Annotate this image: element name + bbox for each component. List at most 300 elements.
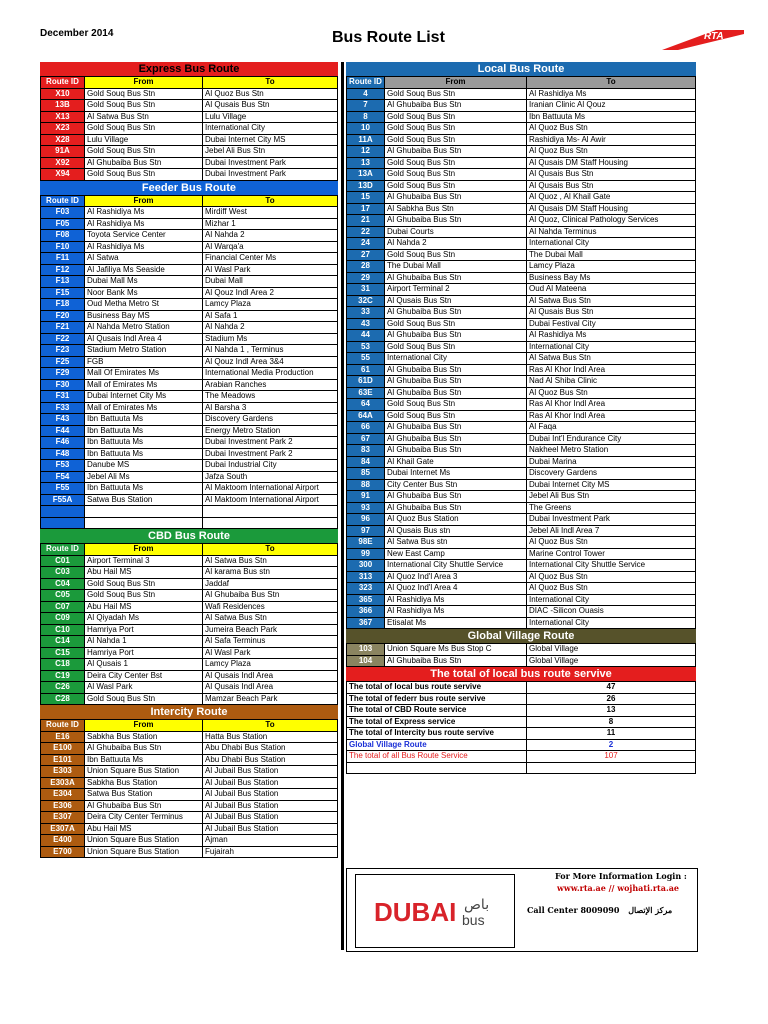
route-id: F30: [41, 379, 85, 391]
route-id: 61: [347, 364, 385, 376]
route-to: Fujairah: [203, 846, 338, 858]
route-to: Ras Al Khor Indl Area: [527, 399, 696, 411]
route-to: Mizhar 1: [203, 218, 338, 230]
route-id: 10: [347, 123, 385, 135]
route-id: 13B: [41, 100, 85, 112]
local-row: [347, 433, 696, 445]
route-to: Dubai Festival City: [527, 318, 696, 330]
route-to: The Dubai Mall: [527, 249, 696, 261]
route-to: Al Quoz Bus Stn: [527, 123, 696, 135]
route-from: Al Ghubaiba Bus Stn: [385, 387, 527, 399]
call-center-arabic: مركز الإتصال: [628, 905, 673, 915]
route-from: Al Qusais 1: [85, 659, 203, 671]
route-id: 22: [347, 226, 385, 238]
route-from: Union Square Bus Station: [85, 835, 203, 847]
route-to: Dubai Investment Park: [203, 157, 338, 169]
route-from: Gold Souq Bus Stn: [385, 169, 527, 181]
route-to: Mirdiff West: [203, 207, 338, 219]
route-from: Sabkha Bus Station: [85, 777, 203, 789]
local-row: [347, 583, 696, 595]
feeder-col-header: To: [203, 195, 338, 207]
cbd-row: [41, 636, 338, 648]
route-from: Gold Souq Bus Stn: [85, 590, 203, 602]
route-id: C07: [41, 601, 85, 613]
totals-row: [347, 705, 696, 717]
route-id: 8: [347, 111, 385, 123]
route-to: Business Bay Ms: [527, 272, 696, 284]
totals-row: [347, 716, 696, 728]
route-id: 88: [347, 479, 385, 491]
route-to: Energy Metro Station: [203, 425, 338, 437]
local-row: [347, 330, 696, 342]
express-row: [41, 157, 338, 169]
route-from: Abu Hail MS: [85, 823, 203, 835]
route-id: F22: [41, 333, 85, 345]
feeder-row: [41, 494, 338, 506]
route-to: Jafza South: [203, 471, 338, 483]
route-from: Al Khail Gate: [385, 456, 527, 468]
route-to: Lamcy Plaza: [527, 261, 696, 273]
intercity-table: [40, 719, 338, 858]
cbd-row: [41, 601, 338, 613]
route-from: International City: [385, 353, 527, 365]
route-to: Al Jubail Bus Station: [203, 766, 338, 778]
route-from: Ibn Battuuta Ms: [85, 483, 203, 495]
global-village-title: Global Village Route: [346, 629, 696, 643]
route-id: 12: [347, 146, 385, 158]
logo-arabic: باص: [464, 897, 490, 913]
route-from: [85, 517, 203, 529]
route-id: [41, 506, 85, 518]
totals-value: 47: [527, 682, 696, 694]
route-to: Stadium Ms: [203, 333, 338, 345]
intercity-row: [41, 812, 338, 824]
route-to: Marine Control Tower: [527, 548, 696, 560]
intercity-row: [41, 800, 338, 812]
route-id: 24: [347, 238, 385, 250]
info-urls[interactable]: www.rta.ae // wojhati.rta.ae: [557, 883, 679, 893]
feeder-row: [41, 264, 338, 276]
route-to: Al Quoz Bus Stn: [203, 88, 338, 100]
route-id: E303A: [41, 777, 85, 789]
route-from: Gold Souq Bus Stn: [85, 146, 203, 158]
route-from: Al Nahda 1: [85, 636, 203, 648]
route-id: F33: [41, 402, 85, 414]
route-to: Al Jubail Bus Station: [203, 823, 338, 835]
route-from: Mall of Emirates Ms: [85, 402, 203, 414]
info-box: [346, 868, 698, 952]
route-id: F29: [41, 368, 85, 380]
feeder-row: [41, 437, 338, 449]
route-to: Al Qusais Indl Area: [203, 682, 338, 694]
route-id: X10: [41, 88, 85, 100]
route-from: Noor Bank Ms: [85, 287, 203, 299]
route-from: Al Satwa Bus stn: [385, 537, 527, 549]
route-to: Al Qusais DM Staff Housing: [527, 157, 696, 169]
route-id: 93: [347, 502, 385, 514]
route-id: E307: [41, 812, 85, 824]
route-id: F11: [41, 253, 85, 265]
express-row: [41, 146, 338, 158]
route-from: Al Ghubaiba Bus Stn: [385, 491, 527, 503]
intercity-row: [41, 846, 338, 858]
feeder-row: [41, 368, 338, 380]
local-row: [347, 111, 696, 123]
route-to: Jumeira Beach Park: [203, 624, 338, 636]
route-to: Oud Al Mateena: [527, 284, 696, 296]
feeder-col-header: Route ID: [41, 195, 85, 207]
empty-cell: [347, 762, 527, 774]
route-to: Discovery Gardens: [527, 468, 696, 480]
route-to: Al Wasl Park: [203, 264, 338, 276]
local-row: [347, 387, 696, 399]
route-id: X13: [41, 111, 85, 123]
route-id: F03: [41, 207, 85, 219]
route-to: Al Jubail Bus Station: [203, 812, 338, 824]
totals-label: The total of all Bus Route Service: [347, 751, 527, 763]
route-from: Gold Souq Bus Stn: [85, 693, 203, 705]
intercity-row: [41, 835, 338, 847]
route-id: F08: [41, 230, 85, 242]
route-to: Abu Dhabi Bus Station: [203, 754, 338, 766]
route-to: [203, 517, 338, 529]
route-from: Al Qusais Indl Area 4: [85, 333, 203, 345]
route-id: F21: [41, 322, 85, 334]
route-from: Al Qusais Bus stn: [385, 525, 527, 537]
dubai-bus-logo: [355, 874, 515, 948]
local-row: [347, 537, 696, 549]
info-call-center: [527, 905, 672, 915]
global-village-table: [346, 643, 696, 667]
route-id: F43: [41, 414, 85, 426]
local-row: [347, 169, 696, 181]
route-to: International City: [527, 341, 696, 353]
route-id: F23: [41, 345, 85, 357]
route-id: 83: [347, 445, 385, 457]
totals-title: The total of local bus route servive: [346, 667, 696, 681]
route-from: New East Camp: [385, 548, 527, 560]
route-from: Stadium Metro Station: [85, 345, 203, 357]
route-to: Lamcy Plaza: [203, 659, 338, 671]
feeder-row: [41, 287, 338, 299]
route-to: Al Qusais Indl Area: [203, 670, 338, 682]
feeder-row: [41, 402, 338, 414]
totals-value: 2: [527, 739, 696, 751]
intercity-row: [41, 766, 338, 778]
route-id: E100: [41, 743, 85, 755]
route-from: Al Nahda 2: [385, 238, 527, 250]
route-id: F55A: [41, 494, 85, 506]
local-row: [347, 445, 696, 457]
route-id: 55: [347, 353, 385, 365]
route-to: Dubai Int'l Endurance City: [527, 433, 696, 445]
route-id: C26: [41, 682, 85, 694]
feeder-table: [40, 195, 338, 530]
route-from: Gold Souq Bus Stn: [385, 399, 527, 411]
route-from: Gold Souq Bus Stn: [85, 169, 203, 181]
route-to: Hatta Bus Station: [203, 731, 338, 743]
route-to: Al Maktoom International Airport: [203, 483, 338, 495]
route-from: Ibn Battuuta Ms: [85, 414, 203, 426]
route-from: Ibn Battuuta Ms: [85, 437, 203, 449]
route-to: Dubai Investment Park: [203, 169, 338, 181]
route-from: Al Ghubaiba Bus Stn: [85, 157, 203, 169]
route-id: 64: [347, 399, 385, 411]
feeder-row: [41, 276, 338, 288]
cbd-row: [41, 693, 338, 705]
route-from: Al Qiyadah Ms: [85, 613, 203, 625]
route-from: Gold Souq Bus Stn: [385, 111, 527, 123]
route-from: Ibn Battuuta Ms: [85, 425, 203, 437]
feeder-row: [41, 379, 338, 391]
route-id: F20: [41, 310, 85, 322]
route-id: F46: [41, 437, 85, 449]
route-id: E303: [41, 766, 85, 778]
route-from: City Center Bus Stn: [385, 479, 527, 491]
route-to: Wafi Residences: [203, 601, 338, 613]
route-to: Al Jubail Bus Station: [203, 789, 338, 801]
express-row: [41, 134, 338, 146]
route-from: Al Jafiliya Ms Seaside: [85, 264, 203, 276]
express-table: [40, 76, 338, 181]
route-from: Union Square Ms Bus Stop C: [385, 644, 527, 656]
local-row: [347, 203, 696, 215]
route-from: Al Ghubaiba Bus Stn: [385, 376, 527, 388]
route-id: X28: [41, 134, 85, 146]
global-village-row: [347, 644, 696, 656]
route-from: Al Quoz Ind'l Area 4: [385, 583, 527, 595]
feeder-row: [41, 517, 338, 529]
express-col-header: To: [203, 77, 338, 89]
route-from: Airport Terminal 2: [385, 284, 527, 296]
route-id: C15: [41, 647, 85, 659]
feeder-row: [41, 345, 338, 357]
route-from: Gold Souq Bus Stn: [385, 123, 527, 135]
route-id: F10: [41, 241, 85, 253]
cbd-title: CBD Bus Route: [40, 529, 338, 543]
local-row: [347, 456, 696, 468]
route-from: Al Rashidiya Ms: [385, 594, 527, 606]
route-to: Al Quoz Bus Stn: [527, 583, 696, 595]
intercity-col-header: Route ID: [41, 720, 85, 732]
route-from: Al Rashidiya Ms: [385, 606, 527, 618]
cbd-row: [41, 590, 338, 602]
intercity-row: [41, 823, 338, 835]
cbd-col-header: To: [203, 544, 338, 556]
route-to: International City: [527, 594, 696, 606]
route-to: International City: [527, 238, 696, 250]
route-to: Al Satwa Bus Stn: [527, 353, 696, 365]
route-from: Al Ghubaiba Bus Stn: [385, 215, 527, 227]
route-from: Union Square Bus Station: [85, 766, 203, 778]
route-to: The Greens: [527, 502, 696, 514]
feeder-row: [41, 448, 338, 460]
route-id: F25: [41, 356, 85, 368]
route-from: Satwa Bus Station: [85, 494, 203, 506]
route-from: Deira City Center Bst: [85, 670, 203, 682]
route-id: 67: [347, 433, 385, 445]
route-id: 99: [347, 548, 385, 560]
local-row: [347, 284, 696, 296]
feeder-row: [41, 241, 338, 253]
local-row: [347, 238, 696, 250]
route-id: 103: [347, 644, 385, 656]
feeder-row: [41, 230, 338, 242]
route-to: Nad Al Shiba Clinic: [527, 376, 696, 388]
route-to: Al Quoz, Clinical Pathology Services: [527, 215, 696, 227]
local-row: [347, 180, 696, 192]
local-row: [347, 295, 696, 307]
totals-value: 107: [527, 751, 696, 763]
local-row: [347, 525, 696, 537]
route-id: C18: [41, 659, 85, 671]
totals-row: [347, 693, 696, 705]
route-id: 4: [347, 88, 385, 100]
route-id: 13A: [347, 169, 385, 181]
route-to: Al Qusais Bus Stn: [203, 100, 338, 112]
route-to: The Meadows: [203, 391, 338, 403]
route-from: Al Ghubaiba Bus Stn: [385, 272, 527, 284]
route-from: Al Rashidiya Ms: [85, 218, 203, 230]
intercity-row: [41, 777, 338, 789]
route-from: Gold Souq Bus Stn: [385, 410, 527, 422]
route-from: Al Nahda Metro Station: [85, 322, 203, 334]
route-to: Jaddaf: [203, 578, 338, 590]
local-header-row: [347, 77, 696, 89]
route-from: Dubai Courts: [385, 226, 527, 238]
route-to: Al Qusais Bus Stn: [527, 169, 696, 181]
route-to: Al Barsha 3: [203, 402, 338, 414]
route-to: Nakheel Metro Station: [527, 445, 696, 457]
route-from: Gold Souq Bus Stn: [385, 341, 527, 353]
route-id: C05: [41, 590, 85, 602]
route-id: F54: [41, 471, 85, 483]
route-id: X94: [41, 169, 85, 181]
local-title: Local Bus Route: [346, 62, 696, 76]
route-from: Mall of Emirates Ms: [85, 379, 203, 391]
route-id: 91: [347, 491, 385, 503]
totals-label: The total of local bus route servive: [347, 682, 527, 694]
route-id: 300: [347, 560, 385, 572]
route-from: Al Rashidiya Ms: [85, 241, 203, 253]
express-row: [41, 111, 338, 123]
route-to: Al Rashidiya Ms: [527, 88, 696, 100]
local-row: [347, 157, 696, 169]
route-from: Gold Souq Bus Stn: [385, 249, 527, 261]
route-from: Etisalat Ms: [385, 617, 527, 629]
route-from: Union Square Bus Station: [85, 846, 203, 858]
route-from: Gold Souq Bus Stn: [385, 180, 527, 192]
cbd-row: [41, 624, 338, 636]
route-to: Dubai Marina: [527, 456, 696, 468]
column-divider: [341, 62, 344, 950]
route-to: International Media Production: [203, 368, 338, 380]
route-to: Al karama Bus stn: [203, 567, 338, 579]
route-id: 367: [347, 617, 385, 629]
route-from: Ibn Battuuta Ms: [85, 754, 203, 766]
feeder-title: Feeder Bus Route: [40, 181, 338, 195]
route-from: Gold Souq Bus Stn: [385, 88, 527, 100]
route-to: Al Nahda Terminus: [527, 226, 696, 238]
route-from: Gold Souq Bus Stn: [85, 123, 203, 135]
local-row: [347, 560, 696, 572]
feeder-row: [41, 414, 338, 426]
feeder-col-header: From: [85, 195, 203, 207]
cbd-row: [41, 682, 338, 694]
local-row: [347, 399, 696, 411]
intercity-title: Intercity Route: [40, 705, 338, 719]
cbd-col-header: From: [85, 544, 203, 556]
route-id: F55: [41, 483, 85, 495]
route-to: Al Rashidiya Ms: [527, 330, 696, 342]
totals-label: Global Village Route: [347, 739, 527, 751]
route-id: 44: [347, 330, 385, 342]
route-to: Dubai Investment Park 2: [203, 437, 338, 449]
cbd-row: [41, 567, 338, 579]
route-id: 28: [347, 261, 385, 273]
intercity-col-header: From: [85, 720, 203, 732]
route-from: Dubai Internet City Ms: [85, 391, 203, 403]
local-row: [347, 353, 696, 365]
route-to: Al Qouz Indl Area 3&4: [203, 356, 338, 368]
rta-logo: [658, 26, 746, 54]
page-title: Bus Route List: [332, 29, 445, 46]
route-id: 32C: [347, 295, 385, 307]
route-from: Gold Souq Bus Stn: [85, 578, 203, 590]
route-to: International City: [203, 123, 338, 135]
route-id: 53: [347, 341, 385, 353]
document-date: December 2014: [40, 28, 114, 39]
route-id: E400: [41, 835, 85, 847]
local-row: [347, 100, 696, 112]
route-from: Toyota Service Center: [85, 230, 203, 242]
route-id: F48: [41, 448, 85, 460]
local-col-header: Route ID: [347, 77, 385, 89]
route-from: International City Shuttle Service: [385, 560, 527, 572]
cbd-row: [41, 613, 338, 625]
route-from: Al Ghubaiba Bus Stn: [385, 502, 527, 514]
route-id: 365: [347, 594, 385, 606]
route-to: International City Shuttle Service: [527, 560, 696, 572]
route-from: Gold Souq Bus Stn: [85, 88, 203, 100]
local-row: [347, 514, 696, 526]
global-village-row: [347, 655, 696, 667]
dubai-logo-text: DUBAI: [374, 897, 457, 927]
feeder-row: [41, 333, 338, 345]
route-from: Gold Souq Bus Stn: [85, 100, 203, 112]
route-id: C28: [41, 693, 85, 705]
route-id: 98E: [347, 537, 385, 549]
route-to: Ibn Battuuta Ms: [527, 111, 696, 123]
route-id: 64A: [347, 410, 385, 422]
local-row: [347, 364, 696, 376]
route-from: Oud Metha Metro St: [85, 299, 203, 311]
route-id: 85: [347, 468, 385, 480]
route-from: Dubai Internet Ms: [385, 468, 527, 480]
totals-value: 11: [527, 728, 696, 740]
route-from: Al Ghubaiba Bus Stn: [385, 655, 527, 667]
cbd-row: [41, 670, 338, 682]
route-id: 96: [347, 514, 385, 526]
route-from: Al Wasl Park: [85, 682, 203, 694]
intercity-row: [41, 731, 338, 743]
local-row: [347, 422, 696, 434]
cbd-row: [41, 659, 338, 671]
logo-bus: bus: [462, 912, 485, 928]
route-to: Al Nahda 2: [203, 322, 338, 334]
local-row: [347, 134, 696, 146]
route-to: Dubai Mall: [203, 276, 338, 288]
